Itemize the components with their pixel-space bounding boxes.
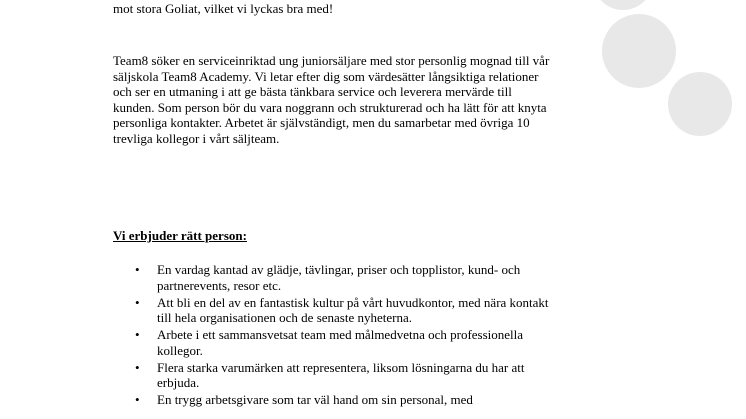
- decorative-circle: [668, 72, 732, 136]
- list-item: • En trygg arbetsgivare som tar väl hand om sin personal, med: [130, 392, 560, 408]
- decorative-circle: [593, 0, 653, 10]
- decorative-circle: [602, 14, 676, 88]
- section-heading: Vi erbjuder rätt person:: [113, 228, 247, 243]
- list-item: • Arbete i ett sammansvetsat team med målmedvetna och professionella kollegor.: [130, 327, 560, 358]
- list-item: • Att bli en del av en fantastisk kultur på vårt huvudkontor, med nära kontakt till hela organisationen och de senaste nyheterna.: [130, 295, 560, 326]
- list-item: • En vardag kantad av glädje, tävlingar, priser och topplistor, kund- och partnerevents, resor etc.: [130, 262, 560, 293]
- intro-line: mot stora Goliat, vilket vi lyckas bra med!: [113, 1, 334, 16]
- list-item: • Flera starka varumärken att representera, liksom lösningarna du har att erbjuda.: [130, 360, 560, 391]
- benefits-list: [130, 262, 560, 409]
- job-description-paragraph: Team8 söker en serviceinriktad ung juniorsäljare med stor personlig mognad till vår säljskola Team8 Academy. Vi letar efter dig som värdesätter långsiktiga relationer och ser en utmaning i att ge bästa tänkbara service och leverera mervärde till kunden. Som person bör du vara noggrann och strukturerad och ha lätt för att knyta personliga kontakter. Arbetet är självständigt, men du samarbetar med övriga 10 trevliga kollegor i vårt säljteam.: [113, 53, 550, 146]
